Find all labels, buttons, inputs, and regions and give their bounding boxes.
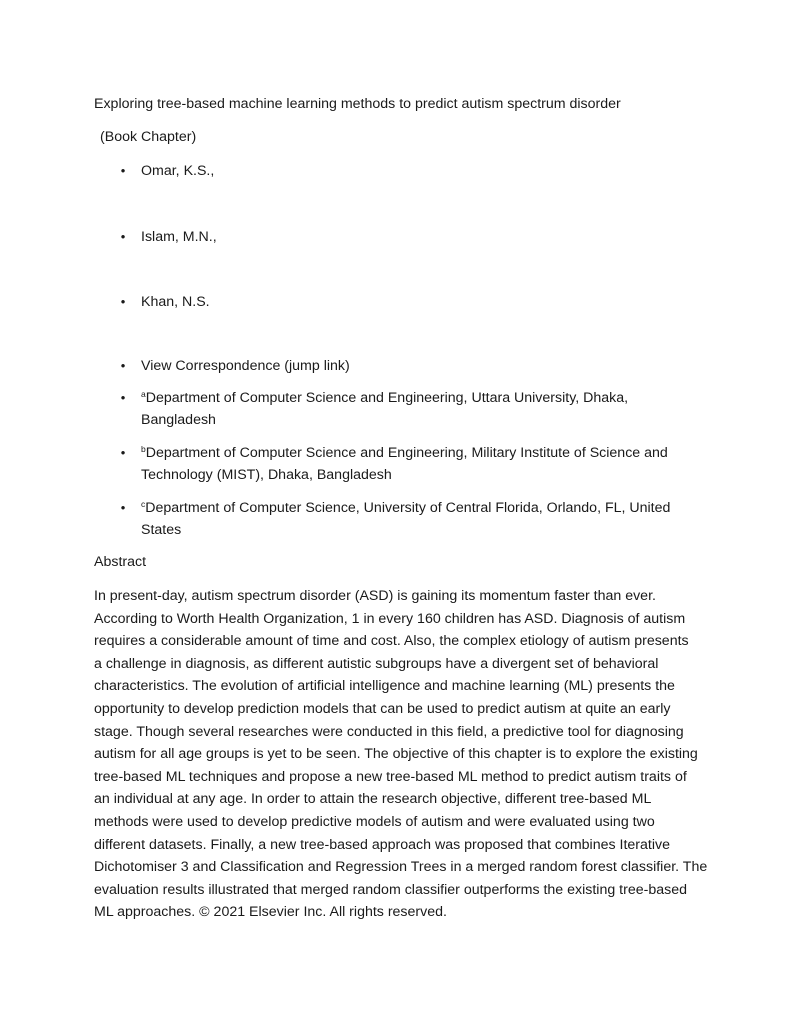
bullet-icon: • (120, 445, 126, 460)
abstract-body (94, 585, 710, 924)
bullet-icon: • (120, 390, 126, 405)
affiliation-text (141, 442, 701, 486)
bullet-icon: • (120, 500, 126, 515)
affiliation-line: Department of Computer Science and Engineering, Uttara University, Dhaka, (145, 390, 629, 406)
abstract-line: Dichotomiser 3 and Classification and Regression Trees in a merged random forest classifier. The (94, 859, 708, 876)
bullet-icon: • (120, 294, 126, 309)
abstract-line: autism for all age groups is yet to be seen. The objective of this chapter is to explore the existing (94, 746, 698, 763)
affiliation-mark: a (141, 389, 146, 399)
chapter-title: Exploring tree-based machine learning methods to predict autism spectrum disorder (94, 96, 621, 112)
bullet-icon: • (120, 229, 126, 244)
abstract-line: According to Worth Health Organization, 1 in every 160 children has ASD. Diagnosis of autism (94, 610, 686, 627)
abstract-line: In present-day, autism spectrum disorder (ASD) is gaining its momentum faster than ever. (94, 588, 656, 604)
abstract-line: methods were used to develop predictive models of autism and were evaluated using two (94, 813, 655, 830)
abstract-line: a challenge in diagnosis, as different autistic subgroups have a divergent set of behavioral (94, 655, 659, 672)
abstract-line: an individual at any age. In order to attain the research objective, different tree-based ML (94, 791, 652, 808)
author-name[interactable]: Islam, M.N., (141, 229, 217, 245)
affiliation-line: Department of Computer Science and Engineering, Military Institute of Science and (145, 445, 668, 461)
document-type: (Book Chapter) (100, 129, 197, 145)
abstract-line: different datasets. Finally, a new tree-based approach was proposed that combines Iterative (94, 836, 670, 853)
affiliation-line: States (141, 522, 182, 538)
abstract-heading: Abstract (94, 554, 147, 570)
abstract-line: opportunity to develop prediction models that can be used to predict autism at quite an early (94, 700, 671, 717)
author-name[interactable]: Omar, K.S., (141, 163, 215, 179)
bullet-icon: • (120, 163, 126, 178)
abstract-line: evaluation results illustrated that merged random classifier outperforms the existing tree-based (94, 881, 688, 898)
affiliation-mark: b (141, 444, 146, 454)
abstract-line: tree-based ML techniques and propose a new tree-based ML method to predict autism traits of (94, 768, 687, 785)
author-name[interactable]: Khan, N.S. (141, 294, 210, 310)
affiliation-line: Technology (MIST), Dhaka, Bangladesh (141, 467, 392, 483)
affiliation-text (141, 497, 701, 541)
affiliation-mark: c (141, 499, 146, 509)
bullet-icon: • (120, 358, 126, 373)
abstract-line: stage. Though several researches were conducted in this field, a predictive tool for diagnosing (94, 723, 684, 740)
affiliation-text (141, 387, 701, 431)
view-correspondence-link[interactable]: View Correspondence (jump link) (141, 358, 350, 374)
affiliation-line: Bangladesh (141, 412, 216, 428)
abstract-line: ML approaches. © 2021 Elsevier Inc. All rights reserved. (94, 904, 447, 921)
abstract-line: requires a considerable amount of time and cost. Also, the complex etiology of autism presents (94, 633, 689, 650)
affiliation-line: Department of Computer Science, University of Central Florida, Orlando, FL, United (145, 500, 671, 516)
abstract-line: characteristics. The evolution of artificial intelligence and machine learning (ML) presents the (94, 678, 675, 695)
